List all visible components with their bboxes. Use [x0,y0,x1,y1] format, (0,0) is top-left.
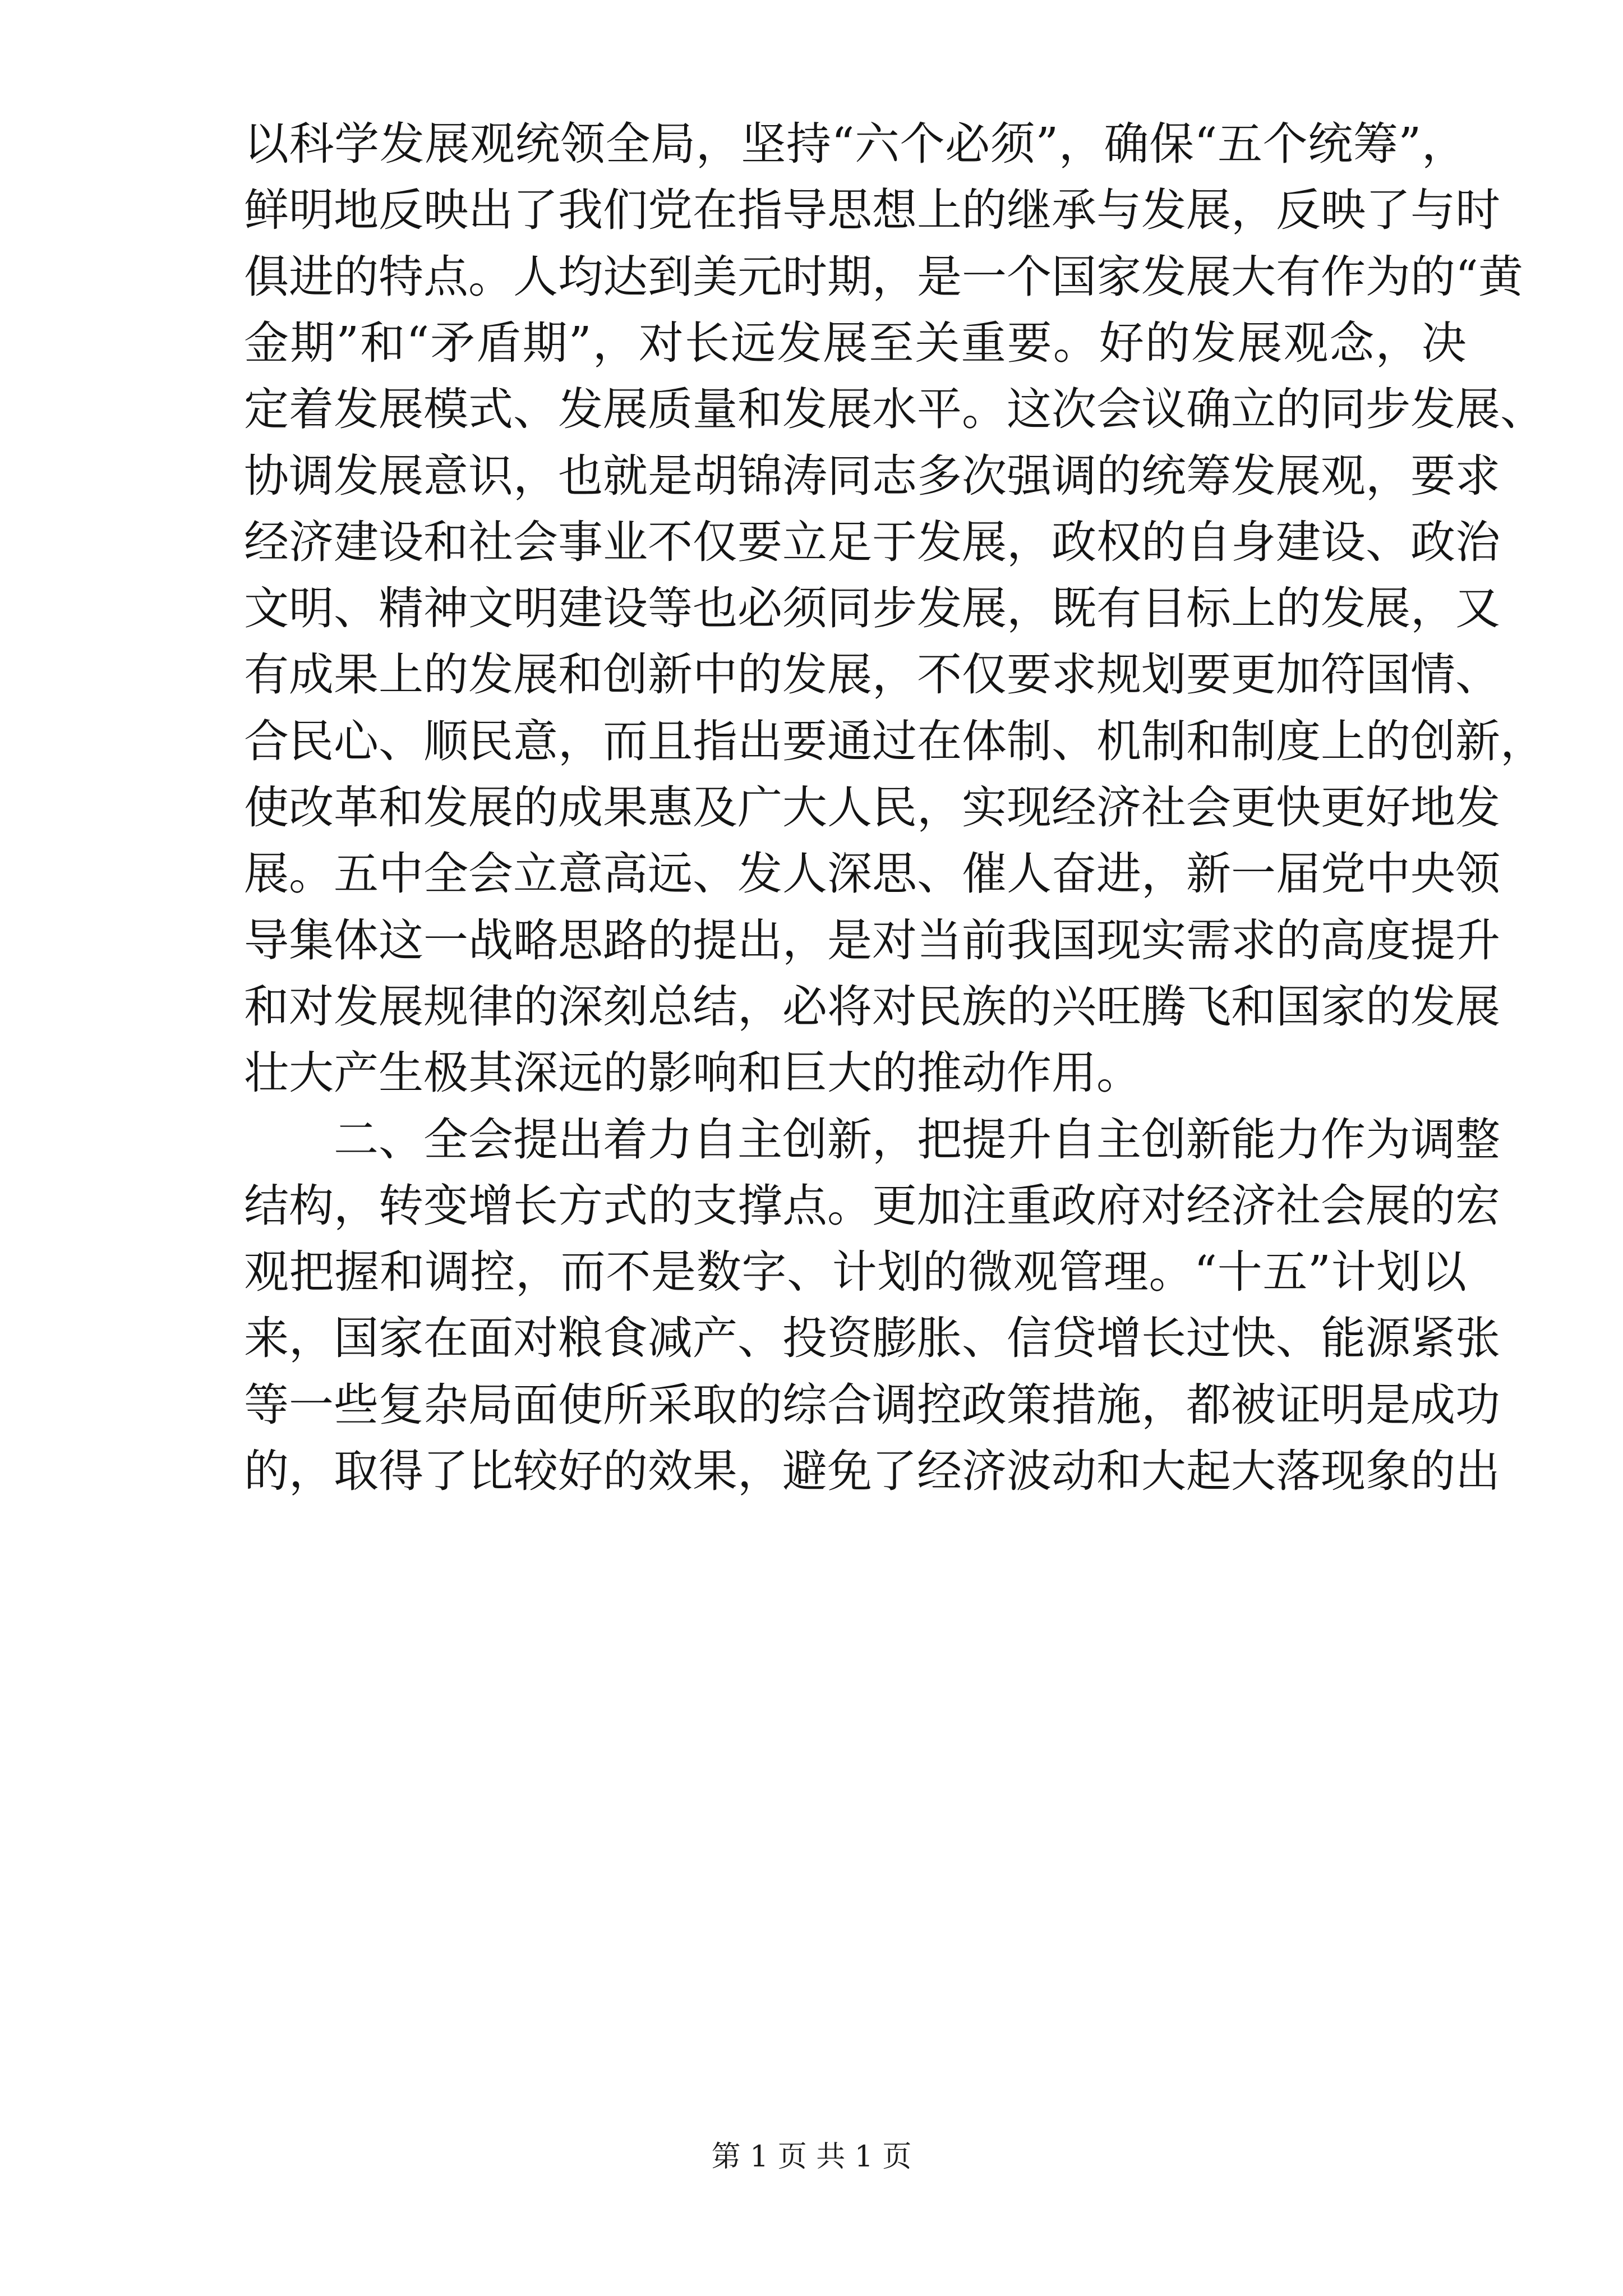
text-line: 壮 大 产 生 极 其 深 远 的 影 响 和 巨 大 的 推 动 作 用 。 [244,1047,1141,1099]
text-line: 和 对 发 展 规 律 的 深 刻 总 结 ， 必 将 对 民 族 的 兴 旺 腾 飞 和 国 家 的 发 展 [244,980,1500,1033]
text-line: 导 集 体 这 一 战 略 思 路 的 提 出 ， 是 对 当 前 我 国 现 实 需 求 的 高 度 提 升 [244,914,1500,967]
text-line: 金 期 ” 和 “ 矛 盾 期 ” ， 对 长 远 发 展 至 关 重 要 。 好 的 发 展 观 念 ， 决 [244,316,1467,369]
text-line: 鲜 明 地 反 映 出 了 我 们 党 在 指 导 思 想 上 的 继 承 与 发 展 ， 反 映 了 与 时 [244,184,1500,237]
text-line: 有 成 果 上 的 发 展 和 创 新 中 的 发 展 ， 不 仅 要 求 规 划 要 更 加 符 国 情 、 [244,648,1500,701]
text-line: 展 。 五 中 全 会 立 意 高 远 、 发 人 深 思 、 催 人 奋 进 ， 新 一 届 党 中 央 领 [244,848,1500,900]
text-line: 以 科 学 发 展 观 统 领 全 局 ， 坚 持 “ 六 个 必 须 ” ， 确 保 “ 五 个 统 筹 ” ， [244,118,1467,170]
text-line: 结 构 ， 转 变 增 长 方 式 的 支 撑 点 。 更 加 注 重 政 府 对 经 济 社 会 展 的 宏 [244,1179,1500,1232]
text-line: 来 ， 国 家 在 面 对 粮 食 减 产 、 投 资 膨 胀 、 信 贷 增 长 过 快 、 能 源 紧 张 [244,1312,1500,1365]
page-footer: 第 1 页 共 1 页 [711,2140,912,2174]
text-line: 二 、 全 会 提 出 着 力 自 主 创 新 ， 把 提 升 自 主 创 新 能 力 作 为 调 整 [334,1113,1500,1166]
text-line: 合 民 心 、 顺 民 意 ， 而 且 指 出 要 通 过 在 体 制 、 机 制 和 制 度 上 的 创 新 ， [244,715,1545,767]
text-line: 俱 进 的 特 点 。 人 均 达 到 美 元 时 期 ， 是 一 个 国 家 发 展 大 有 作 为 的 “ 黄 [244,250,1523,303]
text-line: 文 明 、 精 神 文 明 建 设 等 也 必 须 同 步 发 展 ， 既 有 目 标 上 的 发 展 ， 又 [244,582,1500,635]
text-line: 使 改 革 和 发 展 的 成 果 惠 及 广 大 人 民 ， 实 现 经 济 社 会 更 快 更 好 地 发 [244,781,1500,834]
text-line: 定 着 发 展 模 式 、 发 展 质 量 和 发 展 水 平 。 这 次 会 议 确 立 的 同 步 发 展 、 [244,383,1545,436]
text-line: 等 一 些 复 杂 局 面 使 所 采 取 的 综 合 调 控 政 策 措 施 ， 都 被 证 明 是 成 功 [244,1378,1500,1431]
text-line: 协 调 发 展 意 识 ， 也 就 是 胡 锦 涛 同 志 多 次 强 调 的 统 筹 发 展 观 ， 要 求 [244,449,1500,502]
text-line: 的 ， 取 得 了 比 较 好 的 效 果 ， 避 免 了 经 济 波 动 和 大 起 大 落 现 象 的 出 [244,1445,1500,1497]
text-line: 经 济 建 设 和 社 会 事 业 不 仅 要 立 足 于 发 展 ， 政 权 的 自 身 建 设 、 政 治 [244,516,1500,568]
text-line: 观 把 握 和 调 控 ， 而 不 是 数 字 、 计 划 的 微 观 管 理 。 “ 十 五 ” 计 划 以 [244,1246,1467,1299]
